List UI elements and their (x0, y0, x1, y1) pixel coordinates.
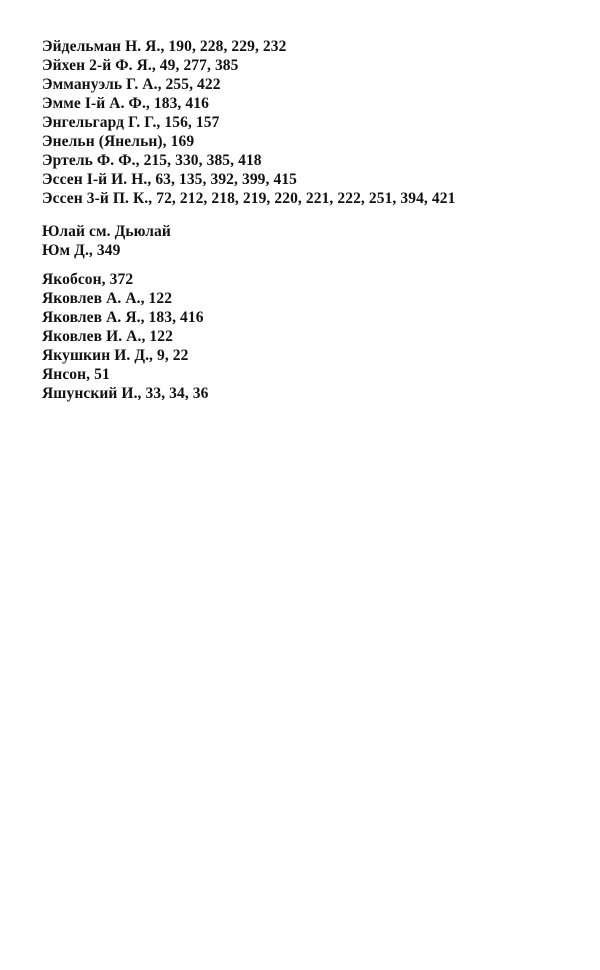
index-entry: Юлай см. Дьюлай (42, 223, 171, 240)
index-entry: Энгельгард Г. Г., 156, 157 (42, 114, 220, 131)
index-entry: Эйхен 2-й Ф. Я., 49, 277, 385 (42, 57, 239, 74)
index-section-ya (42, 270, 562, 403)
index-entry: Юм Д., 349 (42, 242, 121, 259)
index-entry: Яковлев А. Я., 183, 416 (42, 309, 204, 326)
index-entry: Яшунский И., 33, 34, 36 (42, 385, 209, 402)
index-entry: Яковлев А. А., 122 (42, 290, 173, 307)
index-entry: Эйдельман Н. Я., 190, 228, 229, 232 (42, 38, 287, 55)
index-entry: Энельн (Янельн), 169 (42, 133, 195, 150)
index-entry: Янсон, 51 (42, 366, 110, 383)
index-entry: Эмме І-й А. Ф., 183, 416 (42, 95, 209, 112)
index-entry: Эммануэль Г. А., 255, 422 (42, 76, 221, 93)
index-section-yu (42, 222, 562, 260)
index-entry: Эссен 3-й П. К., 72, 212, 218, 219, 220, 221, 222, 251, 394, 421 (42, 190, 456, 207)
index-entry: Эртель Ф. Ф., 215, 330, 385, 418 (42, 152, 262, 169)
index-entry: Эссен І-й И. Н., 63, 135, 392, 399, 415 (42, 171, 298, 188)
index-entry: Якушкин И. Д., 9, 22 (42, 347, 189, 364)
index-entry: Якобсон, 372 (42, 271, 134, 288)
index-entry: Яковлев И. А., 122 (42, 328, 173, 345)
index-section-e (42, 37, 562, 208)
